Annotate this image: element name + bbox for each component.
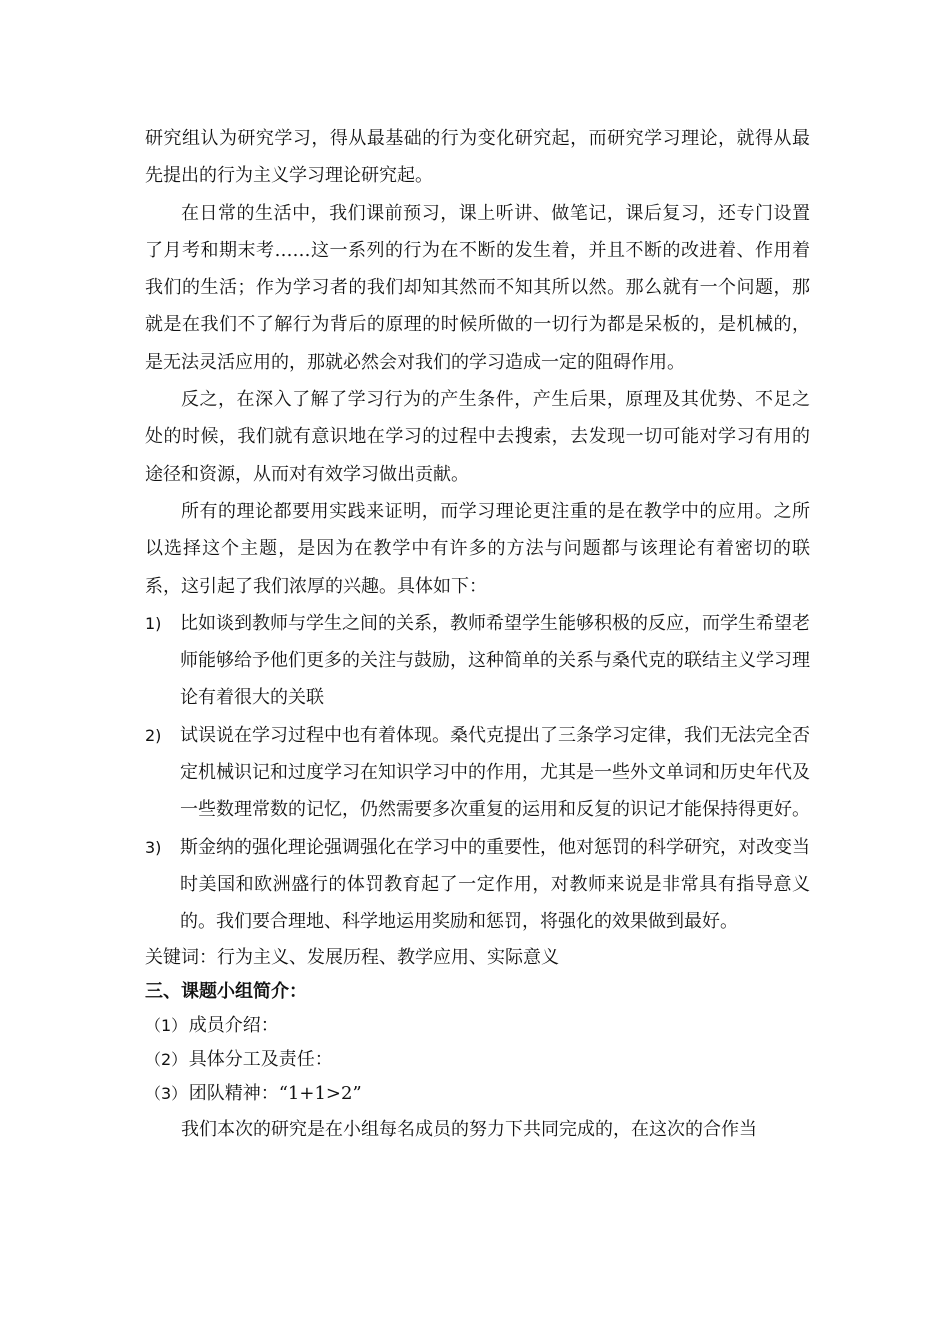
document-body [145, 120, 810, 1148]
sub-item-text: 团队精神：“1+1>2” [188, 1082, 362, 1104]
sub-item-number: （1） [145, 1015, 188, 1035]
list-item-text: 斯金纳的强化理论强调强化在学习中的重要性，他对惩罚的科学研究，对改变当时美国和欧洲盛行的体罚教育起了一定作用，对教师来说是非常具有指导意义的。我们要合理地、科学地运用奖励和惩罚，将强化的效果做到最好。 [180, 836, 810, 933]
list-item [145, 605, 810, 717]
sub-item-number: （2） [145, 1049, 188, 1069]
list-item-number: 3) [145, 837, 162, 857]
sub-item [145, 1077, 810, 1111]
list-item [145, 717, 810, 829]
list-item-text: 比如谈到教师与学生之间的关系，教师希望学生能够积极的反应，而学生希望老师能够给予他们更多的关注与鼓励，这种简单的关系与桑代克的联结主义学习理论有着很大的关联 [180, 612, 810, 709]
sub-item-number: （3） [145, 1083, 188, 1103]
section-heading: 三、课题小组简介： [145, 980, 307, 1002]
sub-item [145, 1009, 810, 1043]
list-item-number: 2) [145, 725, 162, 745]
paragraph-3: 反之，在深入了解了学习行为的产生条件，产生后果，原理及其优势、不足之处的时候，我们就有意识地在学习的过程中去搜索，去发现一切可能对学习有用的途径和资源，从而对有效学习做出贡献。 [145, 389, 810, 485]
list-item-text: 试误说在学习过程中也有着体现。桑代克提出了三条学习定律，我们无法完全否定机械识记和过度学习在知识学习中的作用，尤其是一些外文单词和历史年代及一些数理常数的记忆，仍然需要多次重复的运用和反复的识记才能保持得更好。 [180, 724, 810, 821]
sub-item-text: 具体分工及责任： [188, 1048, 333, 1070]
sub-item-text: 成员介绍： [188, 1014, 279, 1036]
paragraph-2: 在日常的生活中，我们课前预习，课上听讲、做笔记，课后复习，还专门设置了月考和期末考……这一系列的行为在不断的发生着，并且不断的改进着、作用着我们的生活；作为学习者的我们却知其然而不知其所以然。那么就有一个问题，那就是在我们不了解行为背后的原理的时候所做的一切行为都是呆板的，是机械的，是无法灵活应用的，那就必然会对我们的学习造成一定的阻碍作用。 [145, 202, 810, 373]
sub-item [145, 1043, 810, 1077]
list-item-number: 1) [145, 613, 162, 633]
list-item [145, 829, 810, 941]
paragraph-last: 我们本次的研究是在小组每名成员的努力下共同完成的，在这次的合作当 [181, 1118, 757, 1140]
keywords-line: 关键词：行为主义、发展历程、教学应用、实际意义 [145, 946, 559, 968]
paragraph-1: 研究组认为研究学习，得从最基础的行为变化研究起，而研究学习理论，就得从最先提出的行为主义学习理论研究起。 [145, 128, 810, 187]
paragraph-4: 所有的理论都要用实践来证明，而学习理论更注重的是在教学中的应用。之所以选择这个主题，是因为在教学中有许多的方法与问题都与该理论有着密切的联系，这引起了我们浓厚的兴趣。具体如下： [145, 500, 810, 597]
